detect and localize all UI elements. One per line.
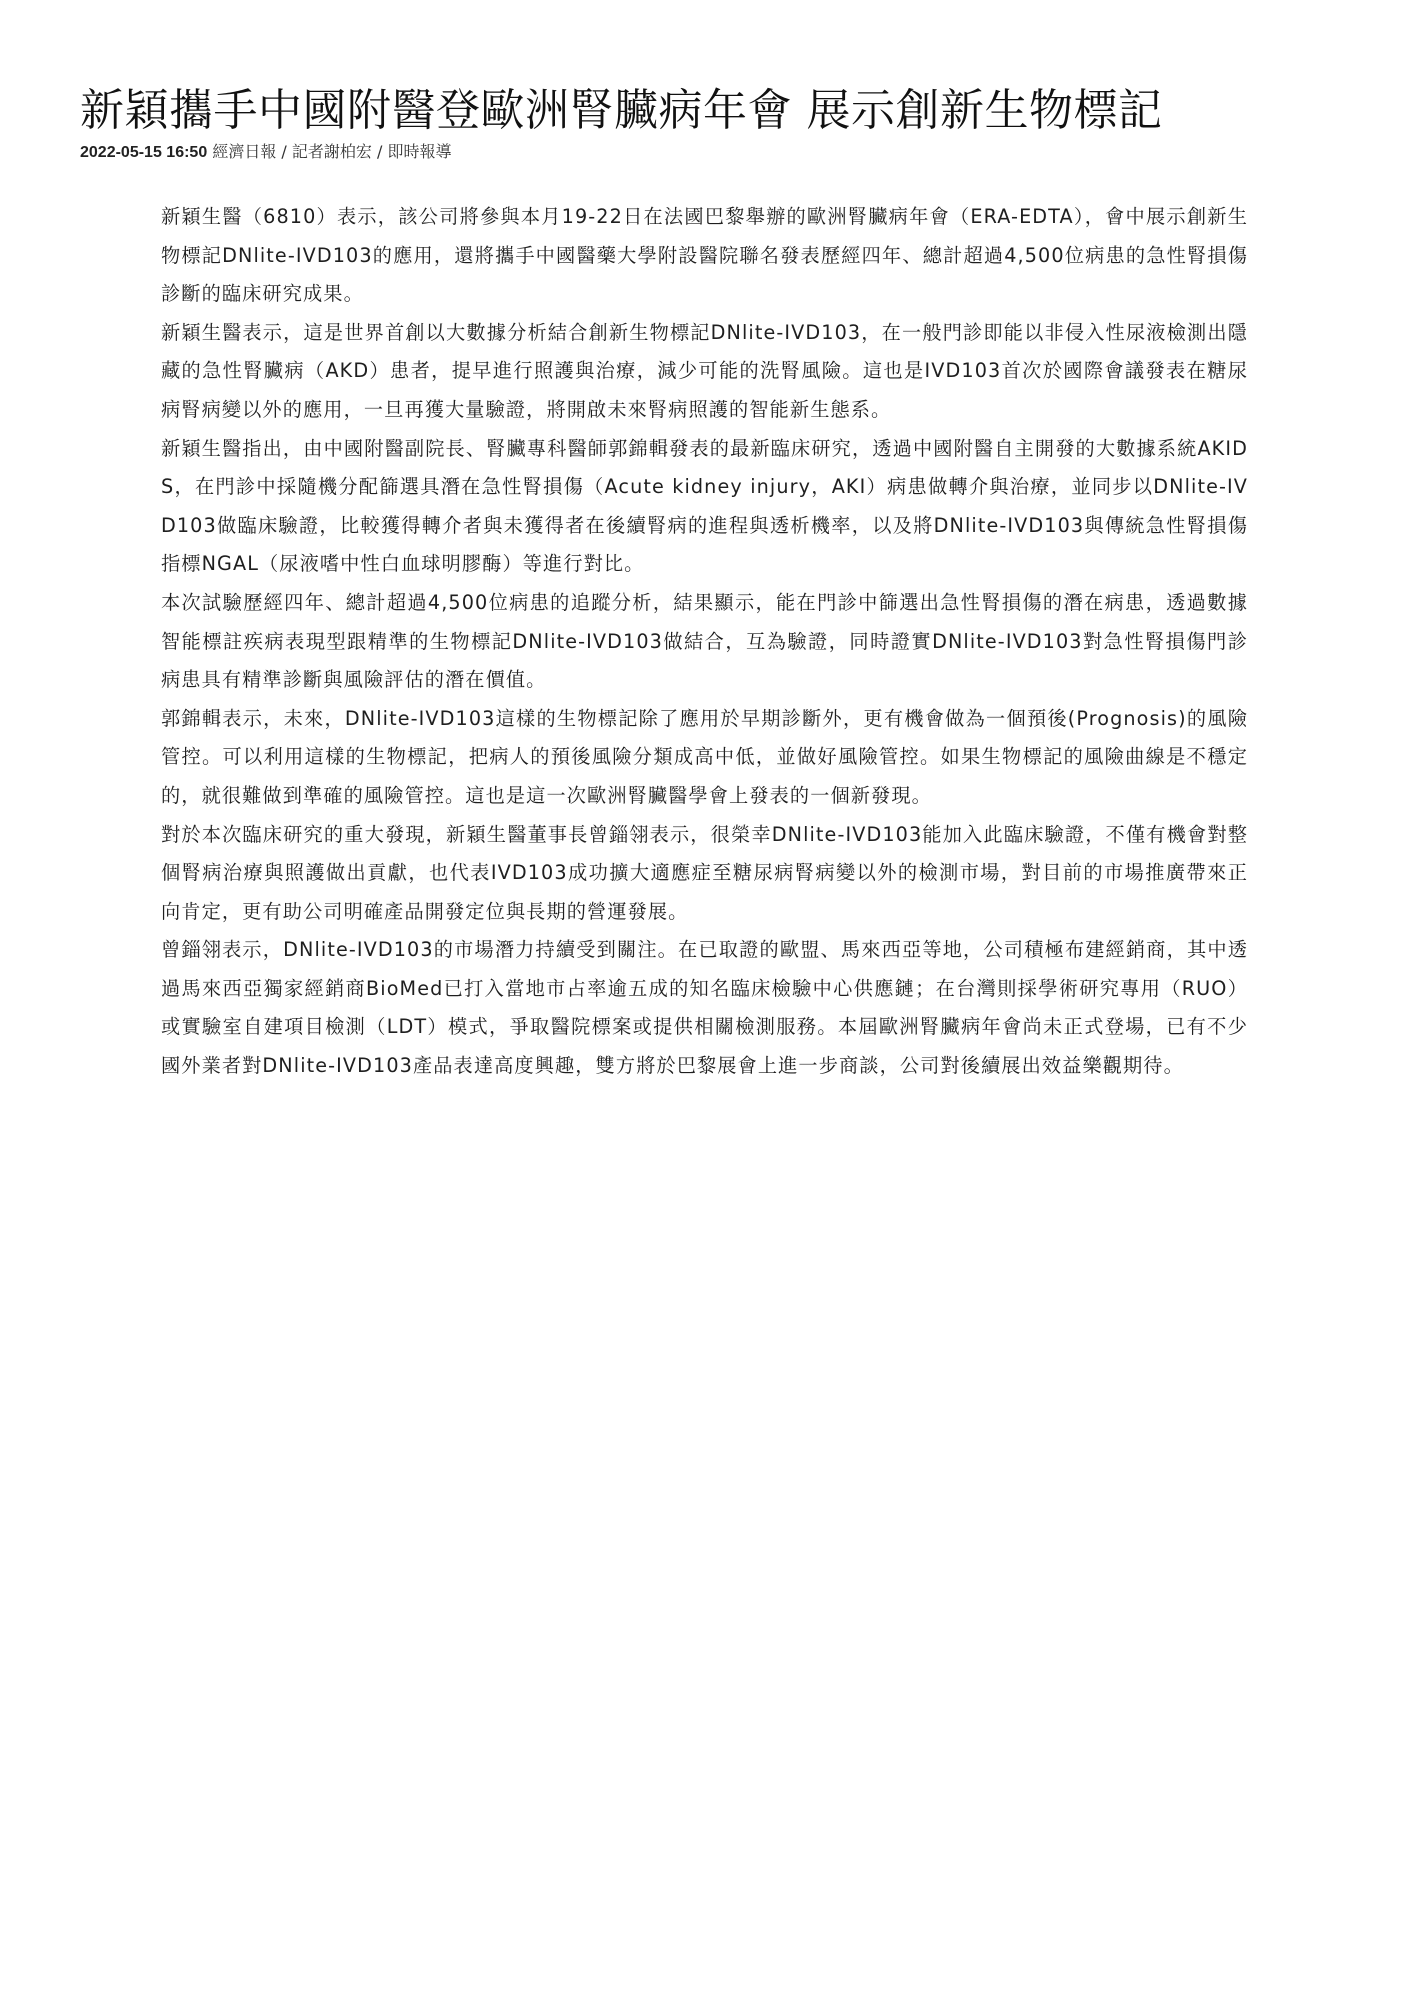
- article-paragraph: 新穎生醫表示，這是世界首創以大數據分析結合創新生物標記DNlite-IVD103，在一般門診即能以非侵入性尿液檢測出隱藏的急性腎臟病（AKD）患者，提早進行照護與治療，減少可能的洗腎風險。這也是IVD103首次於國際會議發表在糖尿病腎病變以外的應用，一旦再獲大量驗證，將開啟未來腎病照護的智能新生態系。: [161, 320, 1248, 421]
- article-paragraph: 新穎生醫指出，由中國附醫副院長、腎臟專科醫師郭錦輯發表的最新臨床研究，透過中國附醫自主開發的大數據系統AKIDS，在門診中採隨機分配篩選具潛在急性腎損傷（Acute kidney injury，AKI）病患做轉介與治療，並同步以DNlite-IVD103做臨床驗證，比較獲得轉介者與未獲得者在後續腎病的進程與透析機率，以及將DNlite-IVD103與傳統急性腎損傷指標NGAL（尿液嗜中性白血球明膠酶）等進行對比。: [161, 436, 1248, 576]
- publish-datetime: 2022-05-15 16:50: [80, 144, 208, 161]
- article-meta: [80, 141, 451, 164]
- news-source: 經濟日報 /: [212, 142, 287, 161]
- article-body: [161, 198, 1248, 1086]
- article-paragraph: 新穎生醫（6810）表示，該公司將參與本月19-22日在法國巴黎舉辦的歐洲腎臟病年會（ERA-EDTA），會中展示創新生物標記DNlite-IVD103的應用，還將攜手中國醫藥大學附設醫院聯名發表歷經四年、總計超過4,500位病患的急性腎損傷診斷的臨床研究成果。: [161, 205, 1248, 306]
- article-paragraph: 郭錦輯表示，未來，DNlite-IVD103這樣的生物標記除了應用於早期診斷外，更有機會做為一個預後(Prognosis)的風險管控。可以利用這樣的生物標記，把病人的預後風險分類成高中低，並做好風險管控。如果生物標記的風險曲線是不穩定的，就很難做到準確的風險管控。這也是這一次歐洲腎臟醫學會上發表的一個新發現。: [161, 706, 1248, 807]
- article-paragraph: 曾錙翎表示，DNlite-IVD103的市場潛力持續受到關注。在已取證的歐盟、馬來西亞等地，公司積極布建經銷商，其中透過馬來西亞獨家經銷商BioMed已打入當地市占率逾五成的知名臨床檢驗中心供應鏈；在台灣則採學術研究專用（RUO）或實驗室自建項目檢測（LDT）模式，爭取醫院標案或提供相關檢測服務。本屆歐洲腎臟病年會尚未正式登場，已有不少國外業者對DNlite-IVD103產品表達高度興趣，雙方將於巴黎展會上進一步商談，公司對後續展出效益樂觀期待。: [161, 938, 1248, 1078]
- reporter-byline: 記者謝柏宏 /: [291, 142, 383, 161]
- article-paragraph: 本次試驗歷經四年、總計超過4,500位病患的追蹤分析，結果顯示，能在門診中篩選出急性腎損傷的潛在病患，透過數據智能標註疾病表現型跟精準的生物標記DNlite-IVD103做結合，互為驗證，同時證實DNlite-IVD103對急性腎損傷門診病患具有精準診斷與風險評估的潛在價值。: [161, 590, 1248, 692]
- article-category: 即時報導: [387, 142, 452, 161]
- article-headline: 新穎攜手中國附醫登歐洲腎臟病年會 展示創新生物標記: [80, 85, 1163, 136]
- article-paragraph: 對於本次臨床研究的重大發現，新穎生醫董事長曾錙翎表示，很榮幸DNlite-IVD103能加入此臨床驗證，不僅有機會對整個腎病治療與照護做出貢獻，也代表IVD103成功擴大適應症至糖尿病腎病變以外的檢測市場，對目前的市場推廣帶來正向肯定，更有助公司明確產品開發定位與長期的營運發展。: [161, 822, 1248, 923]
